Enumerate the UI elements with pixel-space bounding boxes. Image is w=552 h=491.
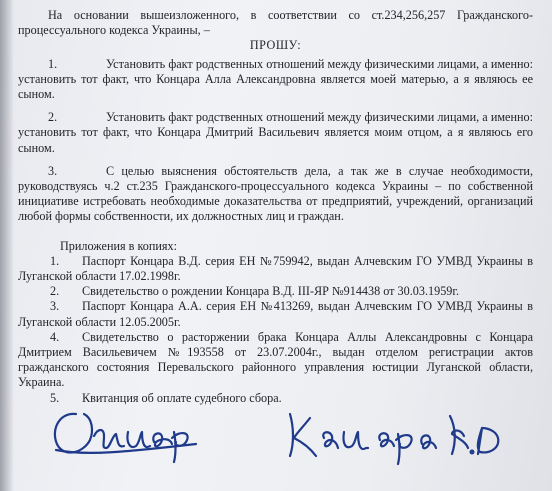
attachment-text: Свидетельство о рождении Концара В.Д. III-ЯР №914438 от 30.03.1959г. <box>82 284 460 299</box>
request-item-number: 2. <box>48 110 58 125</box>
attachment-text: Паспорт Концара В.Д. серия ЕН №759942, выдан Алчевским ГО УМВД Украины в Луганской области 17.02.1998г. <box>18 253 533 284</box>
attachment-number: 3. <box>50 299 60 314</box>
request-item-number: 3. <box>48 163 58 178</box>
signature-right <box>280 404 510 466</box>
request-heading: ПРОШУ: <box>249 38 302 53</box>
attachment-item-3 <box>18 299 533 329</box>
attachment-number: 5. <box>50 390 60 405</box>
attachment-text: Квитанция об оплате судебного сбора. <box>82 390 282 405</box>
request-item-text: С целью выяснения обстоятельств дела, а так же в случае необходимости, руководствуясь ч.2 ст.235 Гражданского-процессуального кодекса Украины – по собственной инициативе истребовать необходимые доказательства от предприятий, учреждений, организаций любой формы собственности, их должностных лиц и граждан. <box>18 163 533 224</box>
request-item-text: Установить факт родственных отношений между физическими лицами, а именно: установить тот факт, что Концара Алла Александровна является моей матерью, а я являюсь ее сыном. <box>18 56 533 102</box>
request-item-1 <box>18 57 533 103</box>
page-edge-shadow <box>0 0 14 491</box>
attachment-number: 4. <box>50 329 60 344</box>
signature-left <box>46 402 216 464</box>
request-item-text: Установить факт родственных отношений между физическими лицами, а именно: установить тот факт, что Концара Дмитрий Васильевич является моим отцом, а я являюсь его сыном. <box>18 110 533 155</box>
attachment-item-2 <box>18 284 533 299</box>
attachment-text: Свидетельство о расторжении брака Концара Аллы Александровны с Концара Дмитрием Васильевичем №193558 от 23.07.2004г., выдан отделом регистрации актов гражданского состояния Перевальского районного управления юстиции Луганской области, Украина. <box>18 329 533 390</box>
request-item-3 <box>18 164 533 225</box>
attachment-number: 2. <box>50 284 60 299</box>
attachments-title: Приложения в копиях: <box>60 238 177 253</box>
request-item-number: 1. <box>48 56 58 71</box>
attachment-item-4 <box>18 330 533 391</box>
attachment-number: 1. <box>50 253 60 268</box>
attachment-item-1 <box>18 254 533 284</box>
attachment-text: Паспорт Концара А.А. серия ЕН №413269, выдан Алчевским ГО УМВД Украины в Луганской области 12.05.2005г. <box>18 299 533 329</box>
intro-paragraph: На основании вышеизложенного, в соответствии со ст.234,256,257 Гражданского-процессуального кодекса Украины, – <box>18 8 533 38</box>
document-body <box>18 8 533 406</box>
request-item-2 <box>18 110 533 156</box>
